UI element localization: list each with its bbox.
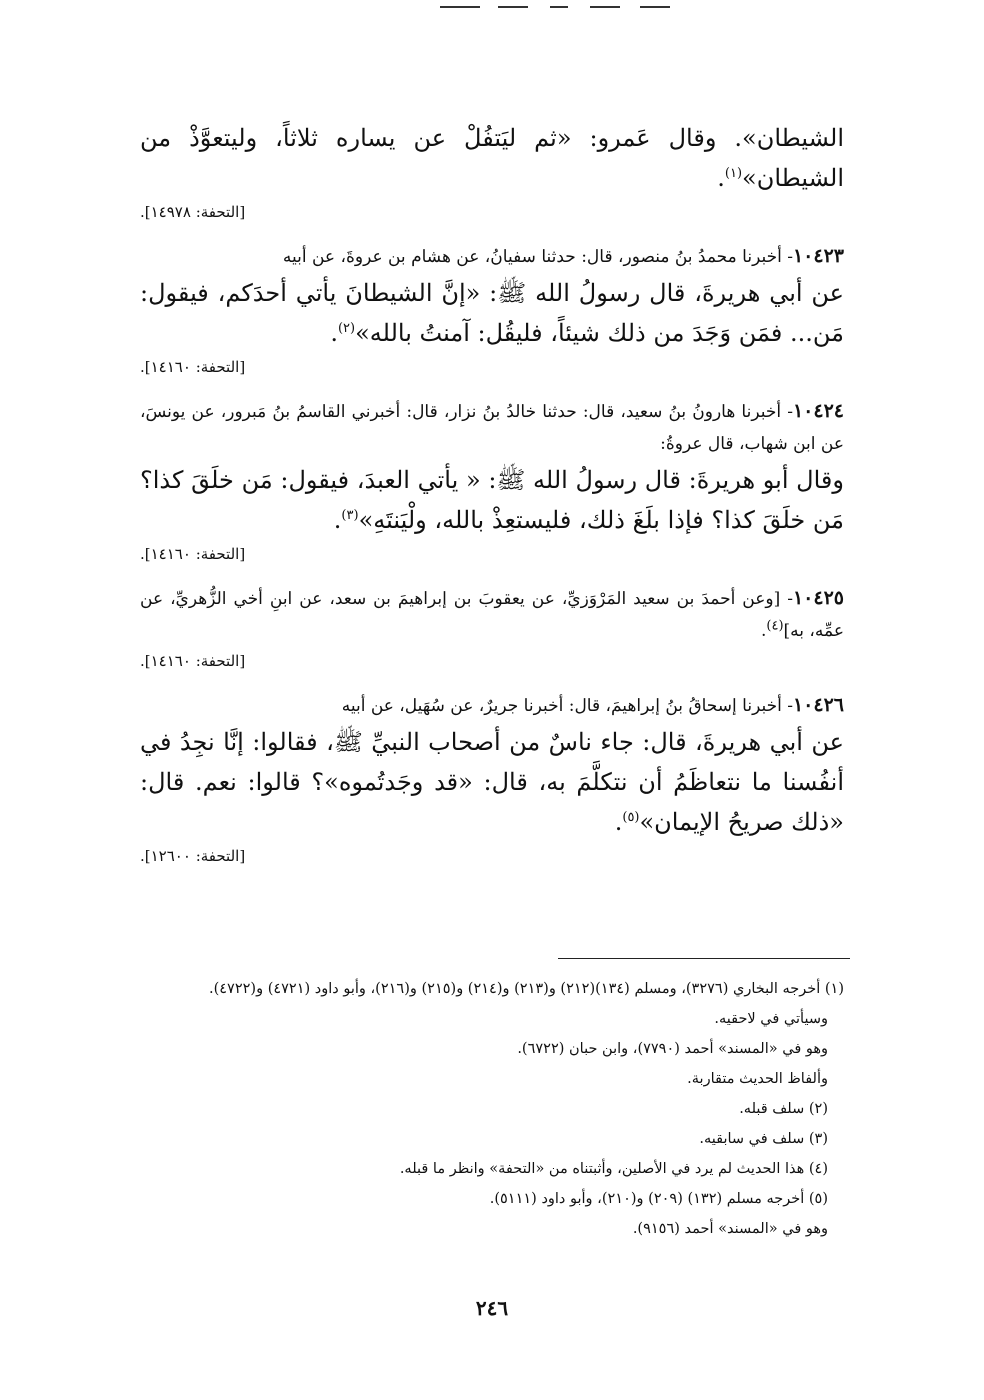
hadith-block-10423 <box>140 240 844 377</box>
hadith-block-10425 <box>140 582 844 671</box>
footnote-4: (٤) هذا الحديث لم يرد في الأصلين، وأثبتناه من «التحفة» وانظر ما قبله. <box>399 1161 828 1177</box>
footnote-divider <box>558 958 850 959</box>
footnote-marker[interactable]: (٣) <box>341 508 359 523</box>
top-scan-marks <box>440 6 680 8</box>
footnote-1-continued: وسيأتي في لاحقيه. <box>714 1011 828 1027</box>
tuhfa-reference: [التحفة: ١٤١٦٠]. <box>140 652 246 670</box>
hadith-text: الشيطان». وقال عَمرو: «ثم ليَتفُلْ عن يساره ثلاثاً، وليتعوَّذْ من الشيطان»$^{(١)}$. <box>140 124 844 192</box>
tuhfa-reference: [التحفة: ١٤١٦٠]. <box>140 358 246 376</box>
footnote-1: (١) أخرجه البخاري (٣٢٧٦)، ومسلم (١٣٤)(٢١٢) و(٢١٣) و(٢١٤) و(٢١٥) و(٢١٦)، وأبو داود (٤٧٢١) و(٤٧٢٢). <box>208 981 844 997</box>
tuhfa-reference: [التحفة: ١٤٩٧٨]. <box>140 203 246 221</box>
footnote-marker[interactable]: (٥) <box>622 810 640 825</box>
hadith-block-continuation <box>140 118 844 222</box>
hadith-text: عن أبي هريرةَ، قال رسولُ الله ﷺ: «إنَّ الشيطانَ يأتي أحدَكم، فيقول: مَن... فمَن وَجَدَ من ذلك شيئاً، فليقُل: آمنتُ بالله»$^{(٢)}$. <box>140 279 844 347</box>
isnad-chain: ١٠٤٢٥- [وعن أحمدَ بن سعيد المَرْوَزيِّ، عن يعقوبَ بن إبراهيمَ بن سعد، عن ابنِ أخي الزُّهريِّ، عن عمِّه، به]$^{(٤)}$. <box>140 587 844 641</box>
isnad-chain: ١٠٤٢٣- أخبرنا محمدُ بنُ منصور، قال: حدثنا سفيانُ، عن هشام بن عروةَ، عن أبيه <box>282 245 844 267</box>
footnote-1-continued: وألفاظ الحديث متقاربة. <box>687 1071 828 1087</box>
hadith-number: ١٠٤٢٣ <box>792 245 844 267</box>
hadith-block-10426 <box>140 689 844 866</box>
page-number: ٢٤٦ <box>475 1296 509 1320</box>
footnote-5-continued: وهو في «المسند» أحمد (٩١٥٦). <box>632 1221 828 1237</box>
footnote-marker[interactable]: (٤) <box>766 618 784 634</box>
hadith-text: وقال أبو هريرةَ: قال رسولُ الله ﷺ: « يأتي العبدَ، فيقول: مَن خلَقَ كذا؟ مَن خلَقَ كذا؟ فإذا بلَغَ ذلك، فليستعِذْ بالله، ولْيَنتَهِ»$^{(٣)}$. <box>140 466 844 534</box>
footnotes <box>140 974 844 1244</box>
isnad-chain: ١٠٤٢٤- أخبرنا هارونُ بنُ سعيد، قال: حدثنا خالدُ بنُ نزار، قال: أخبرني القاسمُ بنُ مَبرور، عن يونسَ، عن ابن شهاب، قال عروةُ: <box>140 400 844 454</box>
tuhfa-reference: [التحفة: ١٢٦٠٠]. <box>140 847 246 865</box>
footnote-marker[interactable]: (١) <box>724 166 743 181</box>
footnote-3: (٣) سلف في سابقيه. <box>699 1131 828 1147</box>
hadith-block-10424 <box>140 395 844 564</box>
hadith-number: ١٠٤٢٤ <box>792 400 844 422</box>
tuhfa-reference: [التحفة: ١٤١٦٠]. <box>140 545 246 563</box>
page-body <box>140 118 844 884</box>
hadith-text: عن أبي هريرةَ، قال: جاء ناسٌ من أصحاب النبيِّ ﷺ، فقالوا: إنَّا نجِدُ في أنفُسنا ما نتعاظَمُ أن نتكلَّمَ به، قال: «قد وجَدتُموه»؟ قالوا: نعم. قال: «ذلك صريحُ الإيمان»$^{(٥)}$. <box>140 728 844 836</box>
footnote-5: (٥) أخرجه مسلم (١٣٢) (٢٠٩) و(٢١٠)، وأبو داود (٥١١١). <box>489 1191 828 1207</box>
footnote-marker[interactable]: (٢) <box>337 321 356 336</box>
footnote-1-continued: وهو في «المسند» أحمد (٧٧٩٠)، وابن حبان (٦٧٢٢). <box>517 1041 828 1057</box>
hadith-number: ١٠٤٢٥ <box>792 587 844 609</box>
hadith-number: ١٠٤٢٦ <box>792 694 844 716</box>
footnote-2: (٢) سلف قبله. <box>739 1101 828 1117</box>
isnad-chain: ١٠٤٢٦- أخبرنا إسحاقُ بنُ إبراهيمَ، قال: أخبرنا جريرٌ، عن سُهَيل، عن أبيه <box>341 694 844 716</box>
